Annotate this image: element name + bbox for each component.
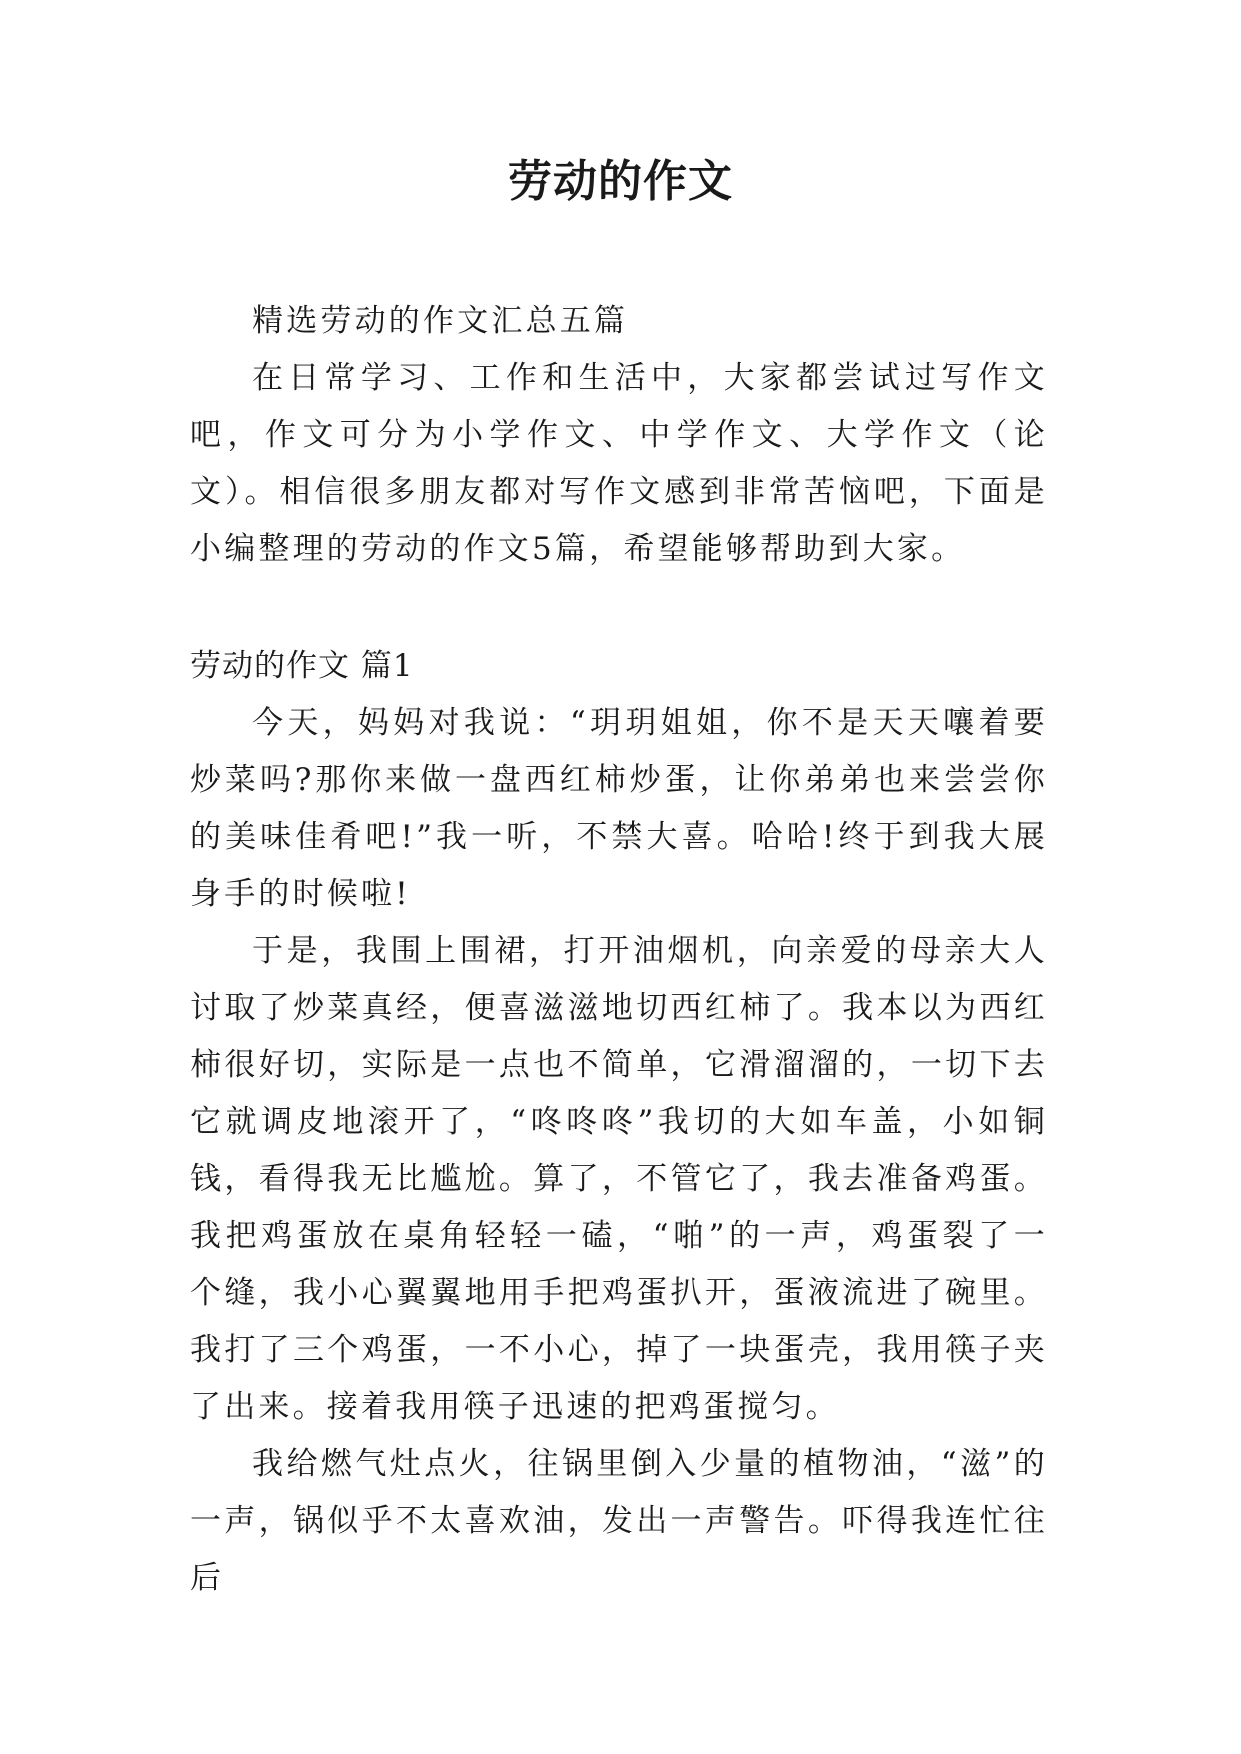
section-spacer	[190, 578, 1048, 638]
section-paragraph-3: 我给燃气灶点火，往锅里倒入少量的植物油，“滋”的一声，锅似乎不太喜欢油，发出一声警告。吓得我连忙往后	[190, 1446, 1048, 1596]
document-title: 劳动的作文	[508, 156, 733, 207]
intro-paragraph: 在日常学习、工作和生活中，大家都尝试过写作文吧，作文可分为小学作文、中学作文、大学作文（论文）。相信很多朋友都对写作文感到非常苦恼吧，下面是小编整理的劳动的作文5篇，希望能够帮助到大家。	[190, 360, 1048, 567]
document-body	[190, 293, 1048, 1607]
section-paragraph-2: 于是，我围上围裙，打开油烟机，向亲爱的母亲大人讨取了炒菜真经，便喜滋滋地切西红柿了。我本以为西红柿很好切，实际是一点也不简单，它滑溜溜的，一切下去它就调皮地滚开了，“咚咚咚”我切的大如车盖，小如铜钱，看得我无比尴尬。算了，不管它了，我去准备鸡蛋。我把鸡蛋放在桌角轻轻一磕，“啪”的一声，鸡蛋裂了一个缝，我小心翼翼地用手把鸡蛋扒开，蛋液流进了碗里。我打了三个鸡蛋，一不小心，掉了一块蛋壳，我用筷子夹了出来。接着我用筷子迅速的把鸡蛋搅匀。	[190, 933, 1048, 1425]
intro-subtitle: 精选劳动的作文汇总五篇	[252, 303, 629, 339]
section-heading: 劳动的作文 篇1	[190, 648, 414, 684]
section-paragraph-1: 今天，妈妈对我说：“玥玥姐姐，你不是天天嚷着要炒菜吗?那你来做一盘西红柿炒蛋，让你弟弟也来尝尝你的美味佳肴吧!”我一听，不禁大喜。哈哈!终于到我大展身手的时候啦!	[190, 705, 1048, 912]
